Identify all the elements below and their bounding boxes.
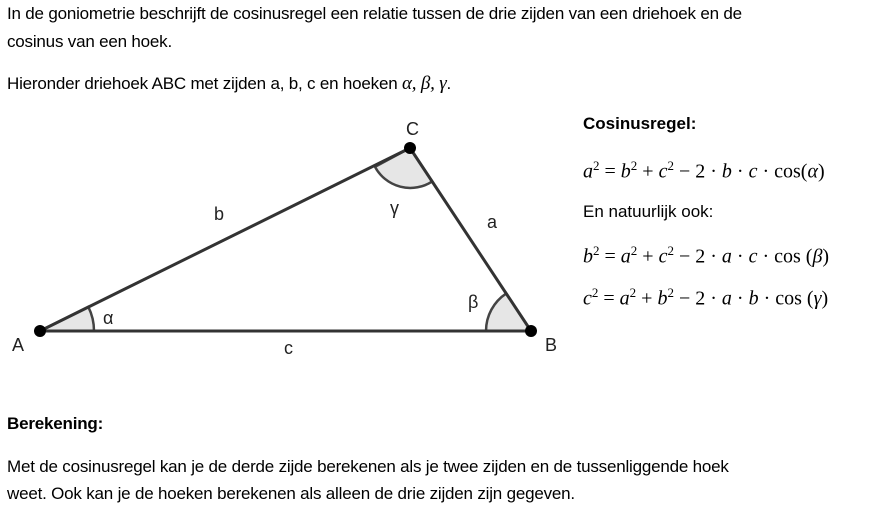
intro-line-2: cosinus van een hoek. [7, 32, 172, 51]
triangle-description-suffix: . [446, 74, 452, 93]
formula-b-squared: $b^2 = a^2 + c^2 - 2 \cdot a \cdot c \cdot \cos (\beta)$ [583, 243, 830, 268]
vertex-b-label: B [545, 335, 558, 355]
triangle-description [7, 70, 451, 98]
cosine-rule-title: Cosinusregel: [583, 114, 697, 133]
intro-line-1: In de goniometrie beschrijft de cosinusregel een relatie tussen de drie zijden van een driehoek en de [7, 4, 742, 23]
vertex-b-dot [525, 325, 537, 337]
formula-a-squared: $a^2 = b^2 + c^2 - 2 \cdot b \cdot c \cdot \cos(\alpha)$ [583, 158, 825, 183]
vertex-c-label: C [406, 119, 419, 139]
vertex-c-dot [404, 142, 416, 154]
angle-alpha-label: α [103, 308, 114, 328]
side-b-label: b [214, 204, 225, 224]
side-a-label: a [487, 212, 498, 232]
triangle-description-prefix: Hieronder driehoek ABC met zijden a, b, c en hoeken [7, 74, 403, 93]
vertex-a-dot [34, 325, 46, 337]
side-b [40, 148, 410, 331]
calculation-line-1: Met de cosinusregel kan je de derde zijde berekenen als je twee zijden en de tussenliggende hoek [7, 457, 729, 476]
angle-beta-label: β [468, 292, 479, 312]
triangle-description-angles: α, β, γ [402, 73, 447, 94]
calculation-heading: Berekening: [7, 414, 104, 433]
formula-note: En natuurlijk ook: [583, 202, 714, 221]
vertex-a-label: A [12, 335, 25, 355]
angle-gamma-label: γ [390, 198, 399, 218]
formula-c-squared: $c^2 = a^2 + b^2 - 2 \cdot a \cdot b \cdot \cos (\gamma)$ [583, 285, 829, 310]
side-c-label: c [284, 338, 293, 358]
calculation-line-2: weet. Ook kan je de hoeken berekenen als alleen de drie zijden zijn gegeven. [7, 484, 575, 503]
triangle-diagram [0, 110, 580, 370]
